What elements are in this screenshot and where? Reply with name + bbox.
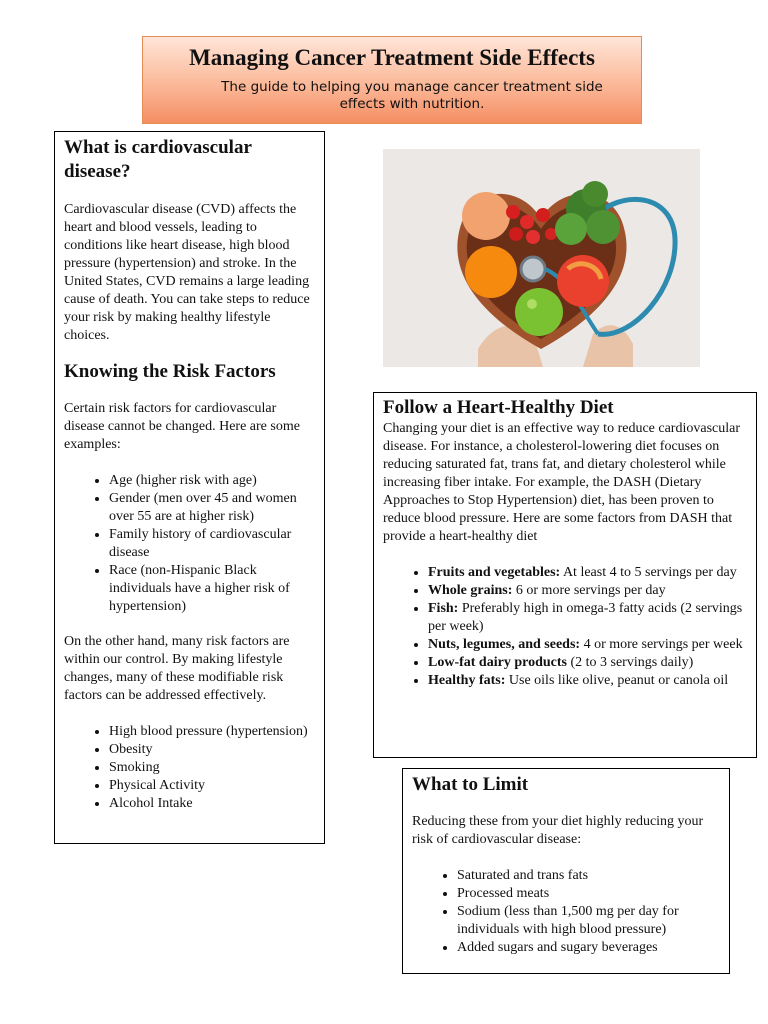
- item-text: 6 or more servings per day: [512, 583, 666, 598]
- heart-bowl-stethoscope-icon: [383, 149, 700, 367]
- modifiable-intro: On the other hand, many risk factors are within our control. By making lifestyle changes, many of these modifiable risk factors can be addressed effectively.: [64, 634, 290, 703]
- list-item: • Processed meats: [457, 885, 719, 903]
- list-item: • Obesity: [109, 741, 316, 759]
- cvd-text: Cardiovascular disease (CVD) affects the heart and blood vessels, leading to conditions like heart disease, high blood pressure (hypertension) and stroke. In the United States, CVD remains a large leading cause of death. You can take steps to reduce your risk by making healthy lifestyle choices.: [64, 202, 310, 343]
- list-item: • Physical Activity: [109, 777, 316, 795]
- limit-list: [412, 867, 719, 957]
- list-item: • Age (higher risk with age): [109, 472, 316, 490]
- item-label: Nuts, legumes, and seeds:: [428, 637, 581, 652]
- list-item: [428, 582, 746, 600]
- item-label: Low-fat dairy products: [428, 655, 567, 670]
- item-text: 4 or more servings per week: [580, 637, 743, 652]
- list-item: [428, 600, 746, 636]
- item-label: Whole grains:: [428, 583, 513, 598]
- diet-text: Changing your diet is an effective way to reduce cardiovascular disease. For instance, a cholesterol-lowering diet focuses on reducing saturated fat, trans fat, and dietary cholesterol while increasing fiber intake. For example, the DASH (Dietary Approaches to Stop Hypertension) diet, has been proven to reduce blood pressure. Here are some factors from DASH that provide a heart-healthy diet: [383, 421, 740, 544]
- list-item: • Sodium (less than 1,500 mg per day for individuals with high blood pressure): [457, 903, 719, 939]
- list-item: • High blood pressure (hypertension): [109, 723, 316, 741]
- title-banner: [142, 36, 642, 124]
- heart-bowl-photo: [383, 149, 700, 367]
- dash-factor-list: [383, 564, 746, 690]
- list-item: [428, 636, 746, 654]
- item-label: Healthy fats:: [428, 673, 506, 688]
- item-label: Fish:: [428, 601, 459, 616]
- cvd-heading: What is cardiovascular disease?: [64, 137, 252, 182]
- list-item: • Saturated and trans fats: [457, 867, 719, 885]
- what-to-limit-box: [402, 768, 730, 974]
- list-item: [428, 654, 746, 672]
- list-item: • Added sugars and sugary beverages: [457, 939, 719, 957]
- heart-healthy-diet-box: [373, 392, 757, 758]
- item-text: Preferably high in omega-3 fatty acids (2 servings per week): [428, 601, 743, 634]
- list-item: • Alcohol Intake: [109, 795, 316, 813]
- list-item: [428, 672, 746, 690]
- list-item: [428, 564, 746, 582]
- fixed-risk-list: [64, 472, 316, 616]
- list-item: • Smoking: [109, 759, 316, 777]
- page-title: Managing Cancer Treatment Side Effects: [189, 45, 595, 70]
- list-item: • Gender (men over 45 and women over 55 are at higher risk): [109, 490, 316, 526]
- list-item: • Race (non-Hispanic Black individuals have a higher risk of hypertension): [109, 562, 316, 616]
- limit-intro: Reducing these from your diet highly reducing your risk of cardiovascular disease:: [412, 814, 704, 847]
- item-text: (2 to 3 servings daily): [566, 655, 694, 670]
- page-subtitle: The guide to helping you manage cancer treatment side effects with nutrition.: [221, 79, 603, 112]
- item-text: Use oils like olive, peanut or canola oil: [505, 673, 729, 688]
- limit-heading: What to Limit: [412, 774, 529, 795]
- modifiable-risk-list: [64, 723, 316, 813]
- risk-heading: Knowing the Risk Factors: [64, 361, 276, 382]
- list-item: • Family history of cardiovascular disease: [109, 526, 316, 562]
- item-label: Fruits and vegetables:: [428, 565, 561, 580]
- risk-intro: Certain risk factors for cardiovascular disease cannot be changed. Here are some examples:: [64, 401, 300, 452]
- diet-heading: Follow a Heart-Healthy Diet: [383, 397, 614, 418]
- cvd-risk-box: [54, 131, 325, 844]
- item-text: At least 4 to 5 servings per day: [560, 565, 737, 580]
